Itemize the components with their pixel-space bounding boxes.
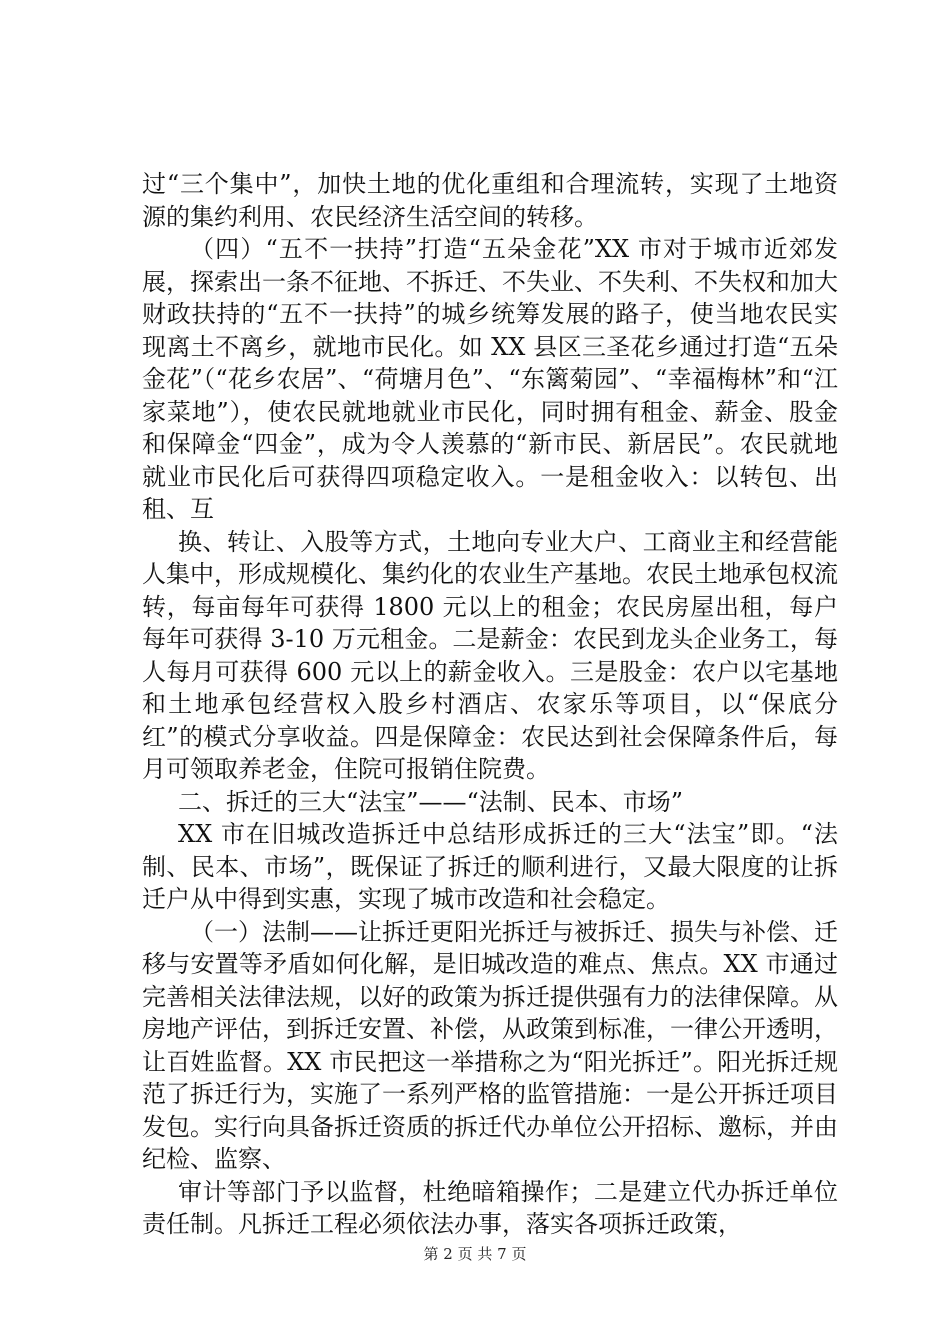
paragraph-audit: 审计等部门予以监督，杜绝暗箱操作；二是建立代办拆迁单位责任制。凡拆迁工程必须依法办事，落实各项拆迁政策， xyxy=(142,1177,838,1238)
paragraph-income-details: 换、转让、入股等方式，土地向专业大户、工商业主和经营能人集中，形成规模化、集约化的农业生产基地。农民土地承包权流转，每亩每年可获得 1800 元以上的租金；农民房屋出租，每户每年可获得 3-10 万元租金。二是薪金：农民到龙头企业务工，每人每月可获得 600 元以上的薪金收入。三是股金：农户以宅基地和土地承包经营权入股乡村酒店、农家乐等项目，以“保底分红”的模式分享收益。四是保障金：农民达到社会保障条件后，每月可领取养老金，住院可报销住院费。 xyxy=(142,527,838,783)
section-heading-two: 二、拆迁的三大“法宝”——“法制、民本、市场” xyxy=(178,787,684,816)
paragraph-section-four: （四）“五不一扶持”打造“五朵金花”XX 市对于城市近郊发展，探索出一条不征地、不拆迁、不失业、不失利、不失权和加大财政扶持的“五不一扶持”的城乡统筹发展的路子，使当地农民实现离土不离乡，就地市民化。如 XX 县区三圣花乡通过打造“五朵金花”（“花乡农居”、“荷塘月色”、“东篱菊园”、“幸福梅林”和“江家菜地”），使农民就地就业市民化，同时拥有租金、薪金、股金和保障金“四金”，成为令人羡慕的“新市民、新居民”。农民就地就业市民化后可获得四项稳定收入。一是租金收入：以转包、出租、互 xyxy=(142,235,838,523)
paragraph-legal-system: （一）法制——让拆迁更阳光拆迁与被拆迁、损失与补偿、迁移与安置等矛盾如何化解，是旧城改造的难点、焦点。XX 市通过完善相关法律法规，以好的政策为拆迁提供强有力的法律保障。从房地产评估，到拆迁安置、补偿，从政策到标准，一律公开透明，让百姓监督。XX 市民把这一举措称之为“阳光拆迁”。阳光拆迁规范了拆迁行为，实施了一系列严格的监管措施：一是公开拆迁项目发包。实行向具备拆迁资质的拆迁代办单位公开招标、邀标，并由纪检、监察、 xyxy=(142,917,838,1173)
page-footer: 第 2 页 共 7 页 xyxy=(423,1245,527,1263)
paragraph-continuation: 过“三个集中”，加快土地的优化重组和合理流转，实现了土地资源的集约利用、农民经济生活空间的转移。 xyxy=(142,170,838,231)
paragraph-three-treasures: XX 市在旧城改造拆迁中总结形成拆迁的三大“法宝”即。“法制、民本、市场”，既保证了拆迁的顺利进行，又最大限度的让拆迁户从中得到实惠，实现了城市改造和社会稳定。 xyxy=(142,820,838,913)
document-body xyxy=(142,168,838,1241)
